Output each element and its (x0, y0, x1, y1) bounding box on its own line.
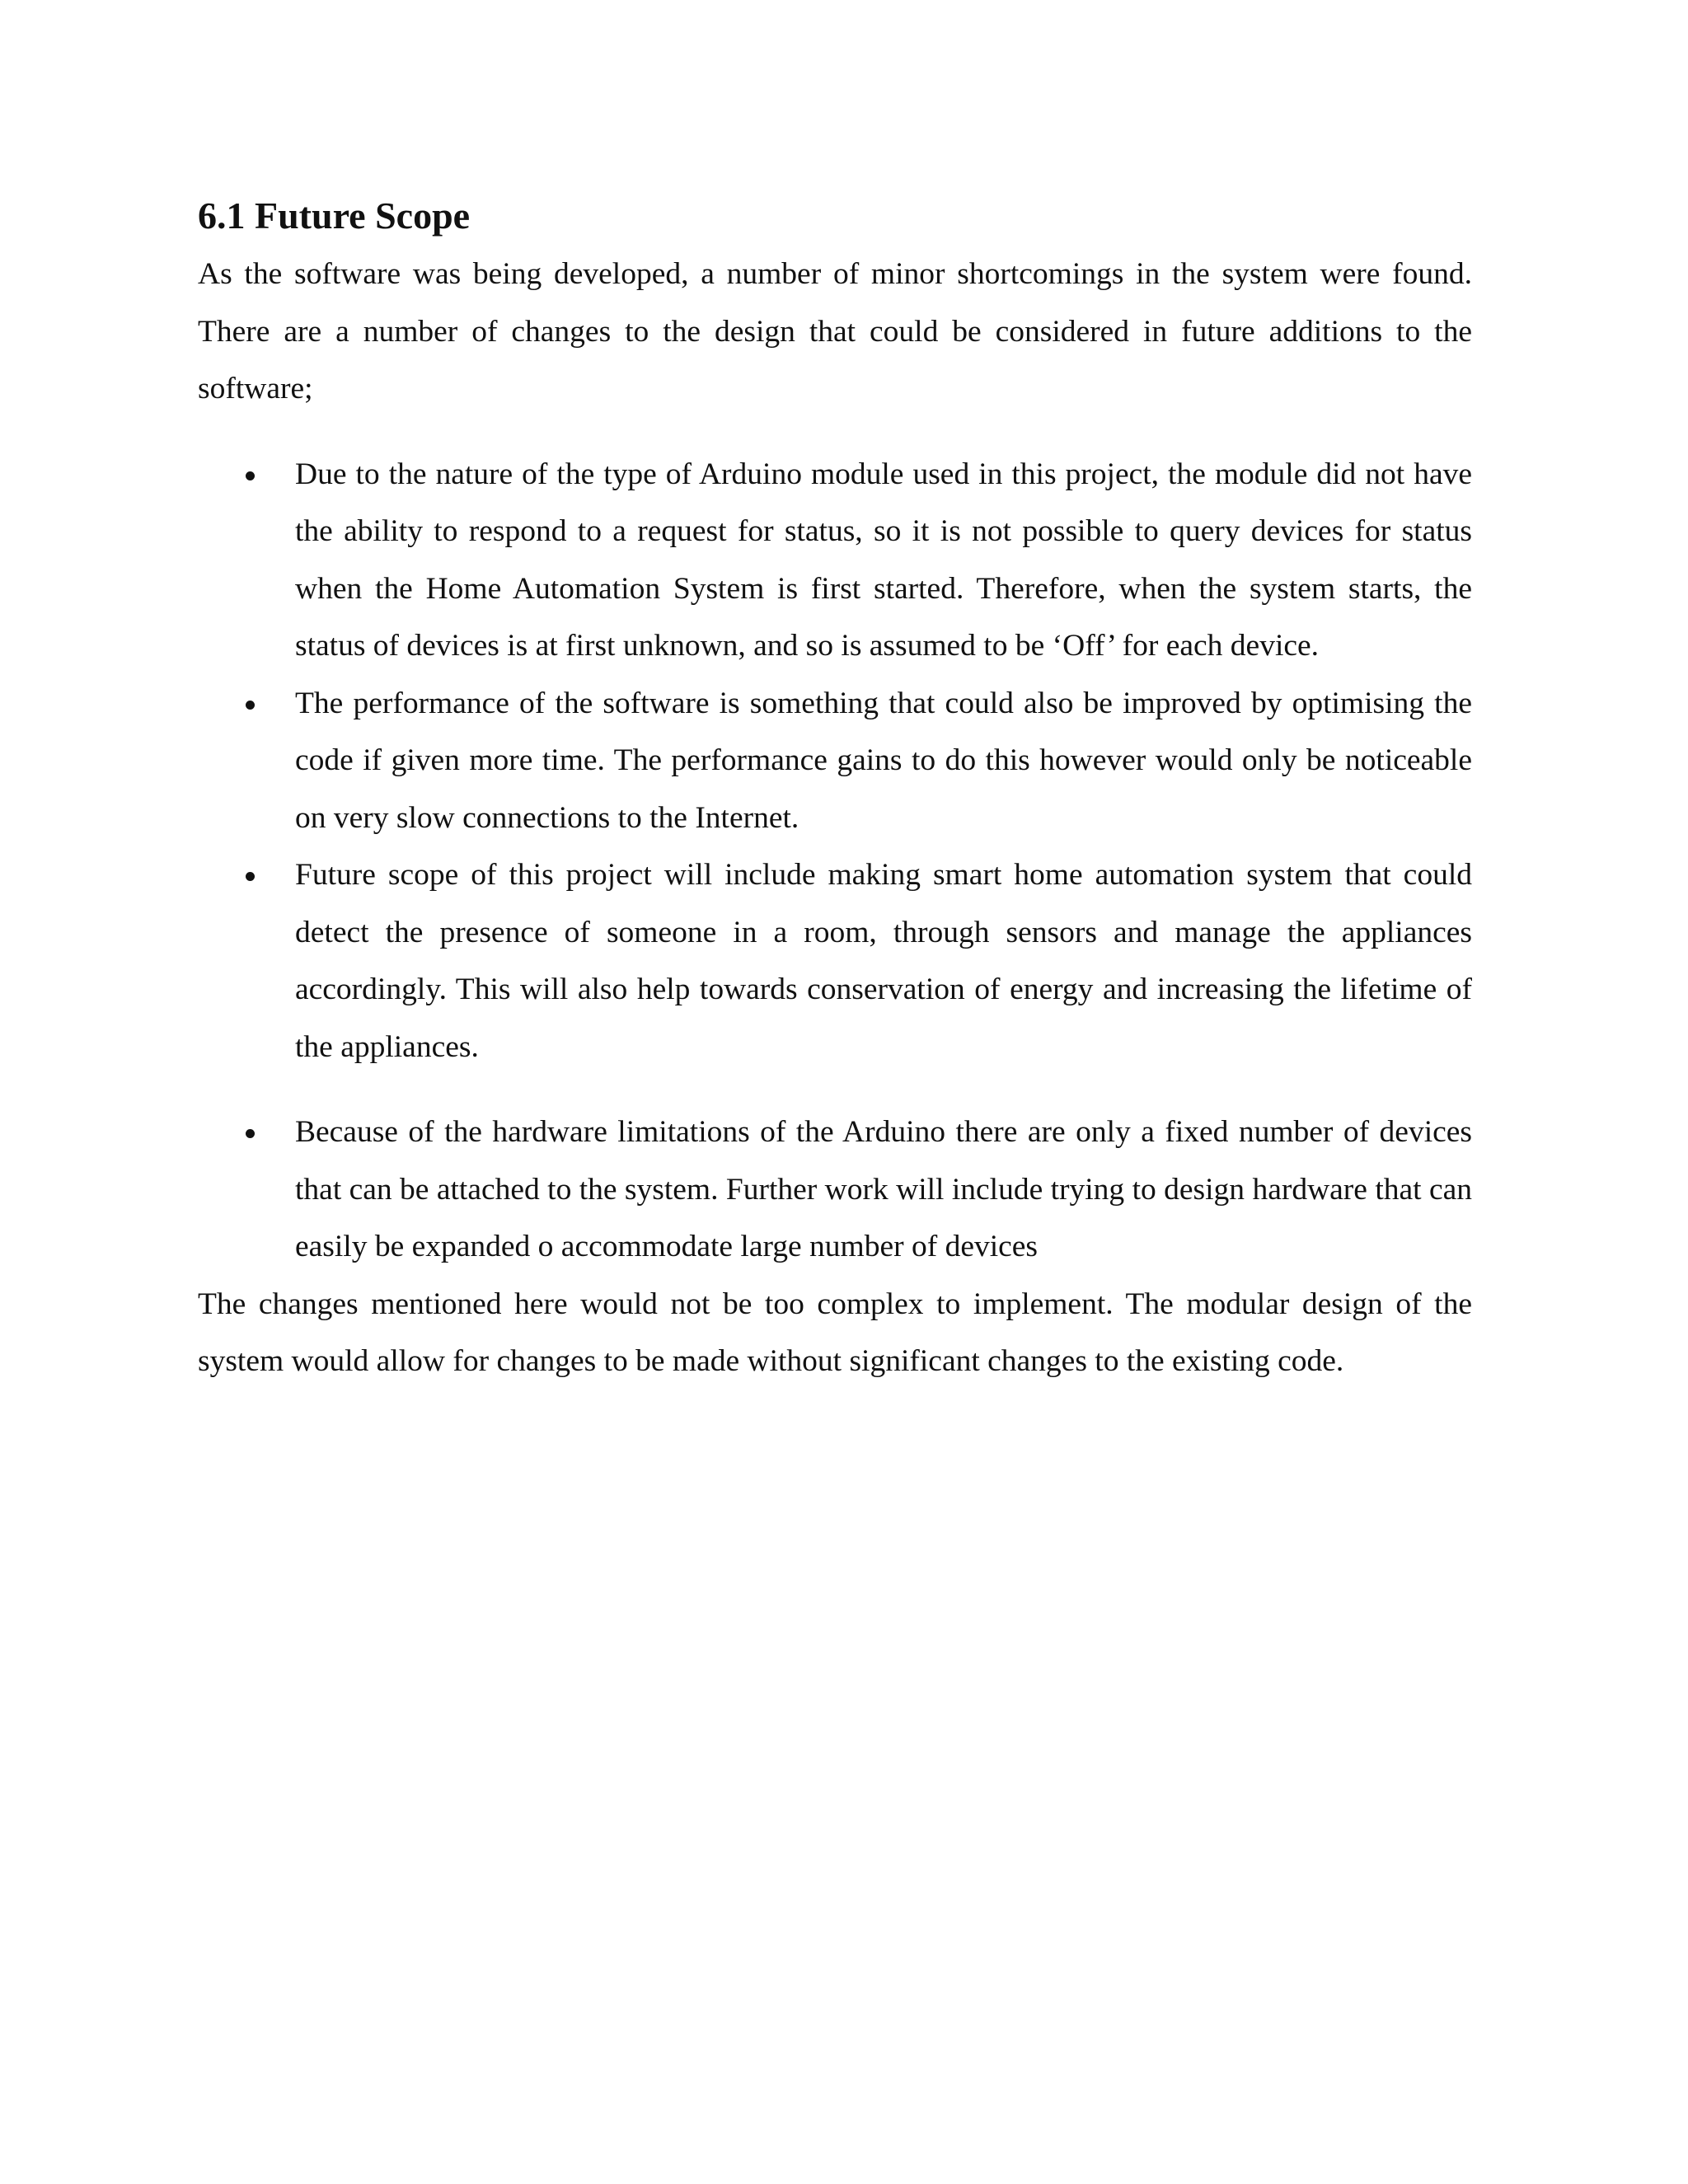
list-item-text: Future scope of this project will include making smart home automation system that could detect the presence of someone in a room, through sensors and manage the appliances accordingly. This will also help towards conservation of energy and increasing the lifetime of the appliances. (295, 858, 1472, 1064)
list-item (198, 446, 1472, 675)
section-content (198, 191, 1472, 1390)
bullet-icon (246, 1129, 255, 1138)
bullet-icon (246, 701, 255, 710)
list-item (198, 675, 1472, 847)
list-item-text: The performance of the software is something that could also be improved by optimising the code if given more time. The performance gains to do this however would only be noticeable on very slow connections to the Internet. (295, 686, 1472, 835)
list-item (198, 1104, 1472, 1276)
list-item (198, 846, 1472, 1076)
future-scope-list (198, 446, 1472, 1276)
section-title: 6.1 Future Scope (198, 194, 471, 237)
intro-paragraph: As the software was being developed, a number of minor shortcomings in the system were found. There are a number of changes to the design that could be considered in future additions to the software; (198, 257, 1472, 405)
closing-paragraph: The changes mentioned here would not be too complex to implement. The modular design of the system would allow for changes to be made without significant changes to the existing code. (198, 1286, 1472, 1378)
bullet-icon (246, 471, 255, 480)
list-item-text: Due to the nature of the type of Arduino module used in this project, the module did not have the ability to respond to a request for status, so it is not possible to query devices for status when the Home Automation System is first started. Therefore, when the system starts, the status of devices is at first unknown, and so is assumed to be ‘Off’ for each device. (295, 457, 1472, 663)
list-item-text: Because of the hardware limitations of the Arduino there are only a fixed number of devices that can be attached to the system. Further work will include trying to design hardware that can easily be expanded o accommodate large number of devices (295, 1115, 1472, 1263)
bullet-icon (246, 872, 255, 881)
